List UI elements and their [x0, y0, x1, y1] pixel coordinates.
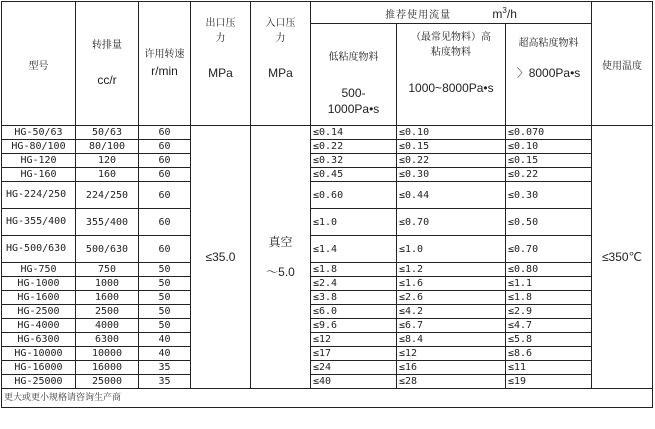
cell-mid-flow: ≤0.70 [397, 209, 506, 236]
cell-mid-flow: ≤0.10 [397, 126, 506, 140]
cell-model: HG-224/250 [2, 182, 76, 209]
cell-high-flow: ≤5.8 [506, 333, 592, 347]
header-high-viscosity [506, 24, 592, 126]
cell-speed: 60 [139, 154, 191, 168]
cell-model: HG-6300 [2, 333, 76, 347]
table-row [2, 333, 653, 347]
cell-displacement: 16000 [76, 361, 139, 375]
cell-model: HG-1000 [2, 277, 76, 291]
cell-speed: 40 [139, 347, 191, 361]
table-row [2, 305, 653, 319]
cell-low-flow: ≤6.0 [311, 305, 397, 319]
cell-low-flow: ≤24 [311, 361, 397, 375]
cell-mid-flow: ≤0.22 [397, 154, 506, 168]
speed-unit: r/min [151, 64, 178, 78]
table-row [2, 154, 653, 168]
cell-speed: 35 [139, 361, 191, 375]
cell-displacement: 750 [76, 263, 139, 277]
header-speed [139, 2, 191, 126]
cell-displacement: 120 [76, 154, 139, 168]
cell-displacement: 224/250 [76, 182, 139, 209]
table-row [2, 182, 653, 209]
cell-inlet-pressure [251, 126, 311, 389]
cell-model: HG-4000 [2, 319, 76, 333]
cell-speed: 60 [139, 168, 191, 182]
cell-mid-flow: ≤0.44 [397, 182, 506, 209]
cell-mid-flow: ≤0.15 [397, 140, 506, 154]
cell-model: HG-160 [2, 168, 76, 182]
footnote: 更大或更小规格请咨询生产商 [2, 389, 653, 408]
cell-low-flow: ≤2.4 [311, 277, 397, 291]
cell-model: HG-10000 [2, 347, 76, 361]
inlet-pressure-label: 入口压力 [265, 18, 296, 44]
cell-high-flow: ≤0.70 [506, 236, 592, 263]
table-row [2, 140, 653, 154]
header-outlet-pressure [191, 2, 251, 126]
cell-mid-flow: ≤2.6 [397, 291, 506, 305]
inlet-pressure-unit: MPa [268, 66, 293, 80]
cell-displacement: 160 [76, 168, 139, 182]
cell-speed: 60 [139, 209, 191, 236]
cell-speed: 60 [139, 140, 191, 154]
cell-displacement: 1000 [76, 277, 139, 291]
cell-speed: 60 [139, 236, 191, 263]
header-row-top [2, 2, 653, 24]
cell-speed: 50 [139, 305, 191, 319]
high-viscosity-range: 〉8000Pa•s [516, 66, 581, 80]
pump-spec-table [1, 1, 653, 408]
cell-outlet-pressure [191, 126, 251, 389]
table-row [2, 263, 653, 277]
header-inlet-pressure [251, 2, 311, 126]
cell-model: HG-2500 [2, 305, 76, 319]
cell-low-flow: ≤0.60 [311, 182, 397, 209]
table-row [2, 291, 653, 305]
cell-speed: 50 [139, 291, 191, 305]
cell-model: HG-80/100 [2, 140, 76, 154]
cell-model: HG-355/400 [2, 209, 76, 236]
cell-high-flow: ≤4.7 [506, 319, 592, 333]
header-recommended-flow [311, 2, 592, 24]
cell-speed: 40 [139, 333, 191, 347]
cell-high-flow: ≤1.8 [506, 291, 592, 305]
cell-speed: 60 [139, 126, 191, 140]
cell-high-flow: ≤8.6 [506, 347, 592, 361]
high-viscosity-label: 超高粘度物料 [518, 38, 579, 49]
cell-displacement: 10000 [76, 347, 139, 361]
cell-model: HG-120 [2, 154, 76, 168]
displacement-label: 转排量 [92, 40, 122, 51]
cell-model: HG-16000 [2, 361, 76, 375]
cell-low-flow: ≤0.14 [311, 126, 397, 140]
cell-mid-flow: ≤1.6 [397, 277, 506, 291]
cell-model: HG-50/63 [2, 126, 76, 140]
table-row [2, 236, 653, 263]
cell-displacement: 355/400 [76, 209, 139, 236]
mid-viscosity-range: 1000~8000Pa•s [408, 81, 494, 95]
table-row [2, 319, 653, 333]
cell-high-flow: ≤0.30 [506, 182, 592, 209]
cell-mid-flow: ≤16 [397, 361, 506, 375]
cell-mid-flow: ≤1.2 [397, 263, 506, 277]
speed-label: 许用转速 [144, 49, 185, 60]
cell-high-flow: ≤0.22 [506, 168, 592, 182]
low-viscosity-range: 500-1000Pa•s [327, 86, 380, 116]
temperature-value: ≤350℃ [601, 249, 643, 264]
outlet-pressure-value: ≤35.0 [205, 250, 236, 264]
cell-mid-flow: ≤4.2 [397, 305, 506, 319]
cell-speed: 50 [139, 277, 191, 291]
cell-model: HG-500/630 [2, 236, 76, 263]
cell-high-flow: ≤2.9 [506, 305, 592, 319]
cell-speed: 50 [139, 319, 191, 333]
cell-mid-flow: ≤1.0 [397, 236, 506, 263]
header-temperature [592, 2, 653, 126]
table-row [2, 126, 653, 140]
cell-speed: 50 [139, 263, 191, 277]
cell-high-flow: ≤0.80 [506, 263, 592, 277]
cell-low-flow: ≤0.45 [311, 168, 397, 182]
outlet-pressure-unit: MPa [208, 66, 233, 80]
table-row [2, 168, 653, 182]
footnote-row [2, 389, 653, 408]
cell-displacement: 80/100 [76, 140, 139, 154]
header-mid-viscosity [397, 24, 506, 126]
cell-displacement: 6300 [76, 333, 139, 347]
cell-low-flow: ≤12 [311, 333, 397, 347]
recommended-flow-label: 推荐使用流量 [385, 10, 452, 21]
table-row [2, 209, 653, 236]
inlet-pressure-value-1: 真空 [268, 235, 293, 249]
cell-displacement: 25000 [76, 375, 139, 389]
displacement-unit: cc/r [97, 73, 117, 87]
inlet-pressure-value-2: ～5.0 [266, 265, 295, 279]
flow-unit: $m^3/h$ [492, 6, 517, 21]
cell-displacement: 4000 [76, 319, 139, 333]
cell-mid-flow: ≤28 [397, 375, 506, 389]
table-row [2, 361, 653, 375]
model-label: 型号 [28, 60, 49, 72]
cell-high-flow: ≤0.070 [506, 126, 592, 140]
cell-mid-flow: ≤6.7 [397, 319, 506, 333]
cell-high-flow: ≤1.1 [506, 277, 592, 291]
cell-speed: 60 [139, 182, 191, 209]
cell-low-flow: ≤17 [311, 347, 397, 361]
cell-mid-flow: ≤12 [397, 347, 506, 361]
table-row [2, 347, 653, 361]
cell-displacement: 2500 [76, 305, 139, 319]
cell-model: HG-25000 [2, 375, 76, 389]
cell-displacement: 500/630 [76, 236, 139, 263]
cell-model: HG-750 [2, 263, 76, 277]
cell-low-flow: ≤0.32 [311, 154, 397, 168]
header-low-viscosity [311, 24, 397, 126]
low-viscosity-label: 低粘度物料 [328, 52, 379, 63]
cell-temperature [592, 126, 653, 389]
cell-high-flow: ≤0.50 [506, 209, 592, 236]
table-row [2, 375, 653, 389]
cell-low-flow: ≤0.22 [311, 140, 397, 154]
cell-mid-flow: ≤8.4 [397, 333, 506, 347]
cell-model: HG-1600 [2, 291, 76, 305]
cell-low-flow: ≤9.6 [311, 319, 397, 333]
cell-high-flow: ≤11 [506, 361, 592, 375]
cell-low-flow: ≤1.0 [311, 209, 397, 236]
mid-viscosity-label: （最常见物料）高粘度物料 [411, 32, 491, 58]
header-model [2, 2, 76, 126]
cell-low-flow: ≤40 [311, 375, 397, 389]
header-displacement [76, 2, 139, 126]
cell-speed: 35 [139, 375, 191, 389]
temperature-label: 使用温度 [602, 60, 642, 72]
cell-low-flow: ≤1.8 [311, 263, 397, 277]
cell-high-flow: ≤0.15 [506, 154, 592, 168]
cell-low-flow: ≤1.4 [311, 236, 397, 263]
cell-displacement: 50/63 [76, 126, 139, 140]
cell-mid-flow: ≤0.30 [397, 168, 506, 182]
outlet-pressure-label: 出口压力 [205, 18, 236, 44]
cell-high-flow: ≤19 [506, 375, 592, 389]
cell-low-flow: ≤3.8 [311, 291, 397, 305]
cell-high-flow: ≤0.10 [506, 140, 592, 154]
cell-displacement: 1600 [76, 291, 139, 305]
table-row [2, 277, 653, 291]
